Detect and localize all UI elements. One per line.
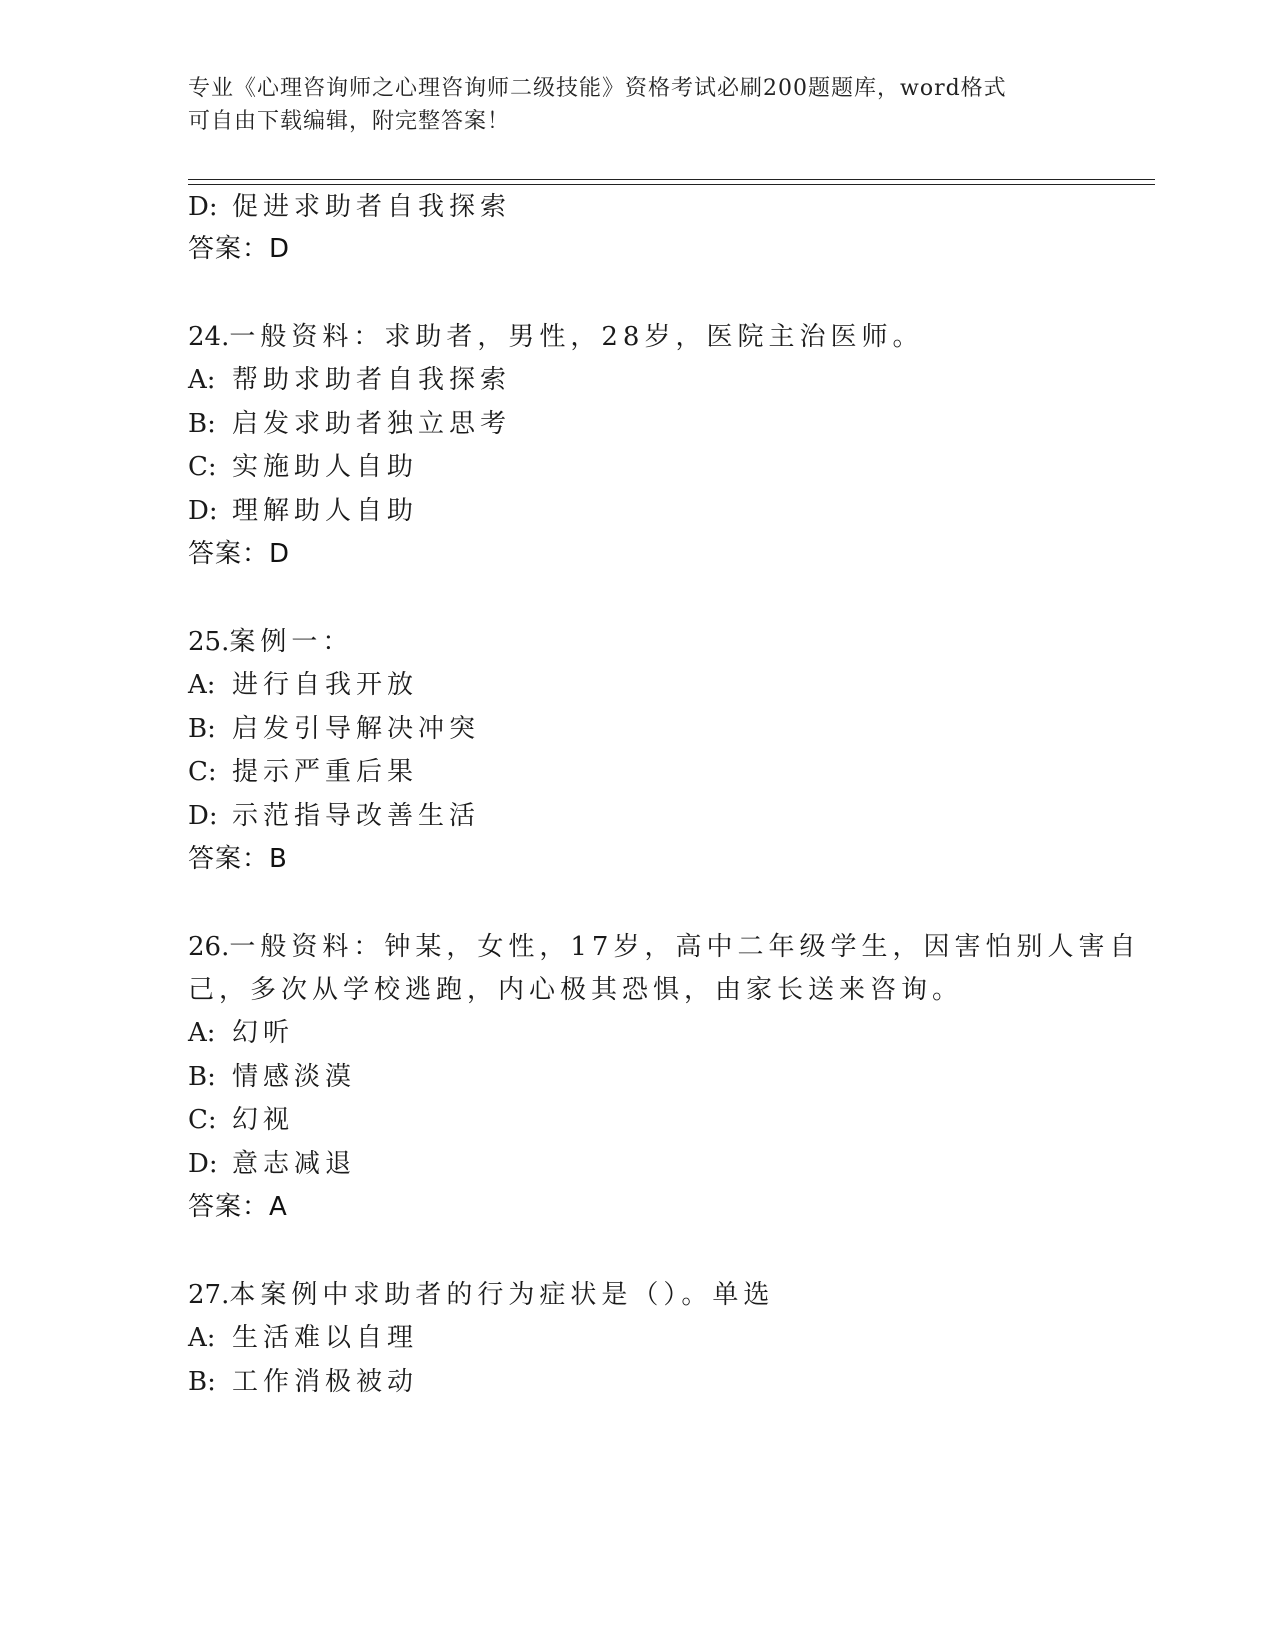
question-25-option-c bbox=[188, 755, 418, 789]
header-line-2: 可自由下载编辑，附完整答案！ bbox=[188, 109, 511, 134]
question-27-option-a bbox=[188, 1321, 418, 1355]
option-text: 帮助求助者自我探索 bbox=[232, 365, 512, 395]
prev-answer: 答案：D bbox=[188, 234, 291, 264]
document-header bbox=[188, 72, 1068, 138]
question-text: 本案例中求助者的行为症状是（）。单选 bbox=[229, 1280, 775, 1310]
question-27-option-b bbox=[188, 1365, 418, 1399]
option-label: A: bbox=[188, 1323, 216, 1353]
question-number: 25. bbox=[188, 627, 230, 657]
option-label: A: bbox=[188, 365, 216, 395]
option-text: 进行自我开放 bbox=[232, 670, 419, 700]
question-25-option-b bbox=[188, 712, 480, 746]
option-label: A: bbox=[188, 1018, 216, 1048]
question-text: 一般资料：钟某，女性，17岁，高中二年级学生，因害怕别人害自 bbox=[229, 932, 1141, 962]
option-text: 实施助人自助 bbox=[232, 452, 419, 482]
prev-option-d bbox=[188, 190, 511, 224]
option-label: D: bbox=[188, 801, 218, 831]
option-text: 生活难以自理 bbox=[232, 1323, 419, 1353]
header-divider-bottom bbox=[188, 184, 1155, 185]
option-text: 意志减退 bbox=[232, 1149, 357, 1179]
question-25-option-d bbox=[188, 799, 480, 833]
option-label: A: bbox=[188, 670, 216, 700]
question-26-stem-line-2: 己，多次从学校逃跑，内心极其恐惧，由家长送来咨询。 bbox=[188, 975, 964, 1005]
question-24-stem bbox=[188, 320, 923, 354]
question-26-option-b bbox=[188, 1060, 356, 1094]
question-text: 案例一： bbox=[229, 627, 354, 657]
option-label: C: bbox=[188, 1105, 217, 1135]
option-label: B: bbox=[188, 714, 216, 744]
option-text: 工作消极被动 bbox=[232, 1367, 419, 1397]
option-text: 启发求助者独立思考 bbox=[232, 409, 512, 439]
question-24-option-d bbox=[188, 494, 418, 528]
option-text: 提示严重后果 bbox=[232, 757, 419, 787]
question-25-stem bbox=[188, 625, 353, 659]
header-divider-top bbox=[188, 179, 1155, 180]
option-text: 示范指导改善生活 bbox=[232, 801, 481, 831]
question-number: 24. bbox=[188, 322, 230, 352]
option-label: D: bbox=[188, 496, 218, 526]
question-25-answer: 答案：B bbox=[188, 844, 288, 874]
option-label: B: bbox=[188, 409, 216, 439]
option-text: 理解助人自助 bbox=[232, 496, 419, 526]
option-label: D: bbox=[188, 1149, 218, 1179]
header-line-1: 专业《心理咨询师之心理咨询师二级技能》资格考试必刷200题题库，word格式 bbox=[188, 76, 1007, 101]
option-text: 幻视 bbox=[232, 1105, 295, 1135]
question-27-stem bbox=[188, 1278, 774, 1312]
option-label: C: bbox=[188, 757, 217, 787]
question-number: 27. bbox=[188, 1280, 230, 1310]
option-text: 启发引导解决冲突 bbox=[232, 714, 481, 744]
option-label: C: bbox=[188, 452, 217, 482]
question-25-option-a bbox=[188, 668, 418, 702]
question-26-option-d bbox=[188, 1147, 356, 1181]
option-text: 幻听 bbox=[232, 1018, 295, 1048]
question-24-answer: 答案：D bbox=[188, 539, 291, 569]
question-24-option-b bbox=[188, 407, 511, 441]
option-label: B: bbox=[188, 1367, 216, 1397]
question-26-option-a bbox=[188, 1016, 294, 1050]
option-text: 促进求助者自我探索 bbox=[232, 192, 512, 222]
question-number: 26. bbox=[188, 932, 230, 962]
question-24-option-c bbox=[188, 450, 418, 484]
option-label: B: bbox=[188, 1062, 216, 1092]
question-26-option-c bbox=[188, 1103, 294, 1137]
question-24-option-a bbox=[188, 363, 511, 397]
question-26-stem bbox=[188, 930, 1140, 964]
question-26-answer: 答案：A bbox=[188, 1192, 288, 1222]
option-label: D: bbox=[188, 192, 218, 222]
option-text: 情感淡漠 bbox=[232, 1062, 357, 1092]
question-text: 一般资料：求助者，男性，28岁，医院主治医师。 bbox=[229, 322, 924, 352]
